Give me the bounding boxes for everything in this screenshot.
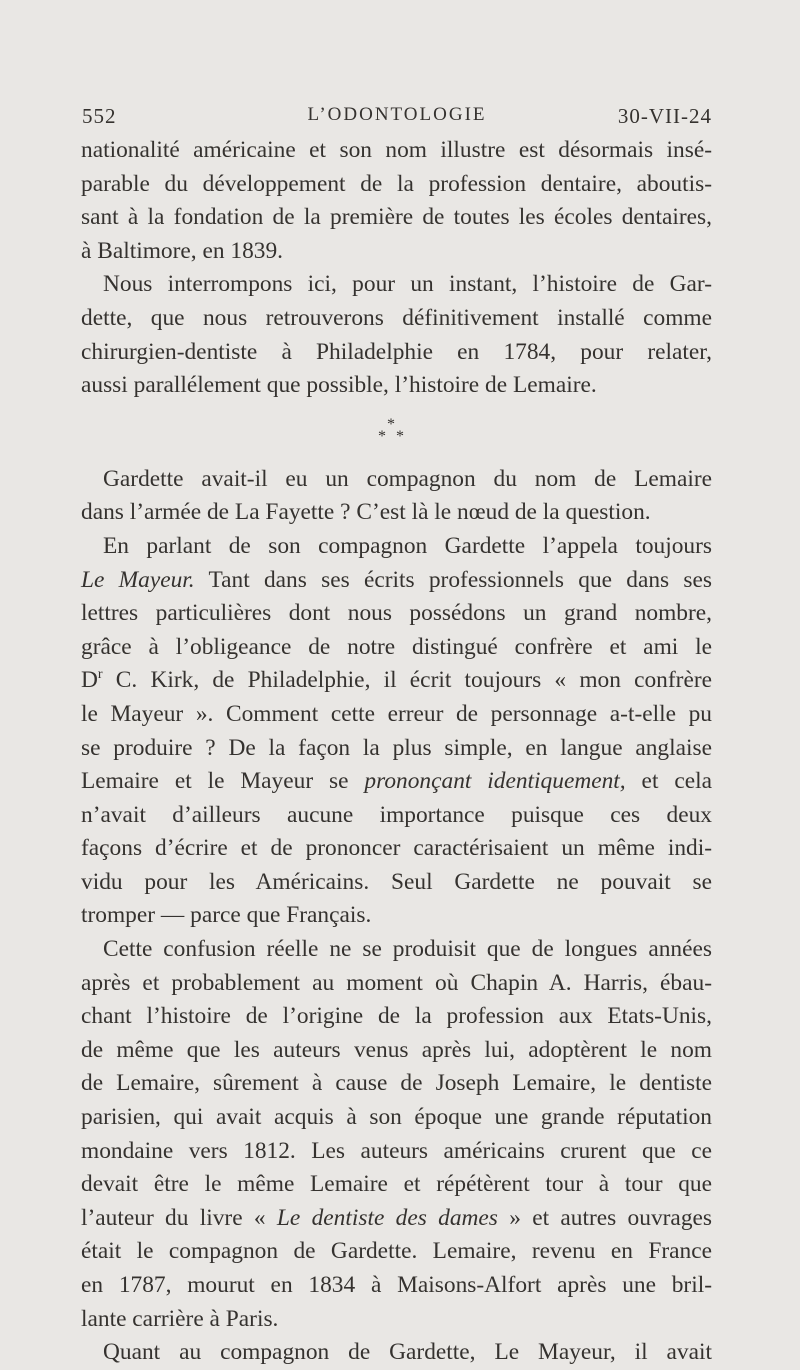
text-line: n’avait d’ailleurs aucune importance puisque ces deux: [81, 801, 712, 828]
text-line: dette, que nous retrouverons définitivement installé comme: [81, 304, 712, 331]
issue-date: 30-VII-24: [617, 104, 712, 128]
text-line: se produire ? De la façon la plus simple, en langue anglaise: [81, 734, 712, 761]
text-line: $D^r$ C. Kirk, de Philadelphie, il écrit toujours « mon confrère: [81, 666, 712, 694]
text-line: Le Mayeur. Tant dans ses écrits professionnels que dans ses: [81, 566, 712, 593]
body-text: [81, 134, 712, 1370]
text-line: devait être le même Lemaire et répétèrent tour à tour que: [81, 1171, 712, 1198]
text-line: nationalité américaine et son nom illustre est désormais insé-: [81, 137, 712, 163]
text-line: grâce à l’obligeance de notre distingué confrère et ami le: [81, 633, 712, 660]
text-line: lettres particulières dont nous possédons un grand nombre,: [81, 600, 712, 627]
text-line: à Baltimore, en 1839.: [81, 237, 284, 264]
text-line: vidu pour les Américains. Seul Gardette ne pouvait se: [81, 868, 712, 895]
text-line: En parlant de son compagnon Gardette l’appela toujours: [103, 532, 712, 559]
text-line: Cette confusion réelle ne se produisit que de longues années: [103, 936, 712, 963]
text-line: dans l’armée de La Fayette ? C’est là le nœud de la question.: [81, 499, 651, 526]
text-line: l’auteur du livre « Le dentiste des dames » et autres ouvrages: [81, 1204, 712, 1231]
text-line: aussi parallélement que possible, l’histoire de Lemaire.: [81, 372, 597, 399]
journal-title: L’ODONTOLOGIE: [307, 104, 487, 125]
italic-phrase: prononçant identiquement,: [364, 768, 626, 795]
text-line: chant l’histoire de l’origine de la profession aux Etats-Unis,: [81, 1003, 712, 1030]
text-line: de Lemaire, sûrement à cause de Joseph Lemaire, le dentiste: [81, 1070, 712, 1097]
text-line: Nous interrompons ici, pour un instant, l’histoire de Gar-: [103, 271, 712, 298]
separator-star: *: [396, 427, 404, 445]
separator-star: *: [387, 415, 395, 433]
text-line: Lemaire et le Mayeur se prononçant identiquement, et cela: [81, 768, 712, 795]
text-line: Quant au compagnon de Gardette, Le Mayeur, il avait: [103, 1339, 712, 1366]
text-line: était le compagnon de Gardette. Lemaire, revenu en France: [81, 1238, 712, 1265]
text-line: tromper — parce que Français.: [81, 902, 372, 929]
text-line: mondaine vers 1812. Les auteurs américains crurent que ce: [81, 1137, 712, 1164]
italic-name: Le Mayeur.: [81, 566, 195, 593]
text-line: Gardette avait-il eu un compagnon du nom de Lemaire: [103, 465, 712, 492]
text-line: lante carrière à Paris.: [81, 1305, 279, 1332]
section-separator: [81, 403, 712, 463]
text-line: le Mayeur ». Comment cette erreur de personnage a-t-elle pu: [81, 700, 712, 727]
text-line: après et probablement au moment où Chapin A. Harris, ébau-: [81, 969, 712, 996]
text-line: de même que les auteurs venus après lui, adoptèrent le nom: [81, 1036, 712, 1063]
page-number: 552: [82, 104, 117, 128]
text-line: parisien, qui avait acquis à son époque une grande réputation: [81, 1104, 712, 1131]
separator-star: *: [378, 427, 386, 445]
running-header: [82, 104, 712, 132]
text-line: parable du développement de la profession dentaire, aboutis-: [81, 170, 712, 197]
text-line: sant à la fondation de la première de toutes les écoles dentaires,: [81, 204, 712, 231]
text-line: en 1787, mourut en 1834 à Maisons-Alfort après une bril-: [81, 1272, 712, 1298]
italic-book-title: Le dentiste des dames: [276, 1204, 498, 1231]
text-line: chirurgien-dentiste à Philadelphie en 1784, pour relater,: [81, 338, 712, 365]
text-line: façons d’écrire et de prononcer caractérisaient un même indi-: [81, 835, 712, 862]
